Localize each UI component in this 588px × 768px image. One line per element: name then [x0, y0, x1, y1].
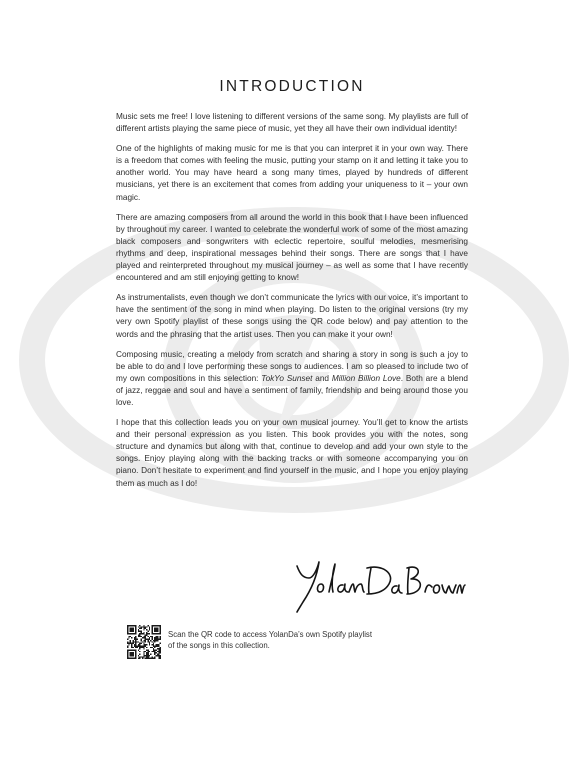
song-title-tokyo-sunset: TokYo Sunset: [261, 373, 313, 383]
paragraph-3: There are amazing composers from all around the world in this book that I have been influenced by throughout my career. I wanted to celebrate the wonderful work of some of the most amazing black composers and songwriters with eclectic repertoire, soulful melodies, mesmerising rhythms and deep, inspirational messages behind their songs. There are songs that I have played and reinterpreted throughout my musical journey – as well as some that I have recently encountered and am still enjoying getting to know!: [116, 212, 468, 283]
song-title-million-billion-love: Million Billion Love: [331, 373, 401, 383]
spotify-qr-code[interactable]: [127, 625, 161, 659]
paragraph-5: [116, 349, 468, 409]
signature: [291, 556, 466, 618]
introduction-body: [116, 111, 468, 498]
paragraph-6: I hope that this collection leads you on your own musical journey. You’ll get to know the artists and their personal expression as you listen. This book provides you with the notes, song structure and dynamics but along with that, continue to develop and add your own style to the songs. Enjoy playing along with the backing tracks or with someone accompanying you on piano. Don’t hesitate to experiment and find yourself in the music, and I hope you enjoy playing them as much as I do!: [116, 418, 468, 488]
paragraph-4: As instrumentalists, even though we don’t communicate the lyrics with our voice, it’s important to have the sentiment of the song in mind when playing. Do listen to the original versions (try my very own Spotify playlist of these songs using the QR code below) and pay attention to the words and the phrasing that the artist uses. Then you can make it your own!: [116, 293, 468, 339]
paragraph-5-text: Composing music, creating a melody from scratch and sharing a story in song is such a joy to be able to do and I love performing these songs to audiences. I am so pleased to include two of my own compositions in this selection:: [116, 349, 468, 383]
page-title: INTRODUCTION: [219, 78, 365, 95]
paragraph-2: One of the highlights of making music for me is that you can interpret it in your own way. There is a freedom that comes with feeling the music, putting your stamp on it and letting it take you to another world. You may have heard a song many times, played by hundreds of different musicians, yet there is an excitement that comes from adding your uniqueness to it – your own magic.: [116, 144, 468, 202]
paragraph-1: Music sets me free! I love listening to different versions of the same song. My playlists are full of different artists playing the same piece of music, yet they all have their own individual identity!: [116, 112, 468, 134]
qr-caption-line-2: of the songs in this collection.: [168, 641, 270, 650]
qr-caption: [168, 629, 388, 651]
paragraph-5-rest: . Both are a blend of jazz, reggae and soul and have a sentiment of family, friendship and being around those you love.: [116, 373, 468, 407]
qr-caption-line-1: Scan the QR code to access YolanDa’s own Spotify playlist: [168, 630, 372, 639]
paragraph-5-and: and: [312, 373, 332, 383]
